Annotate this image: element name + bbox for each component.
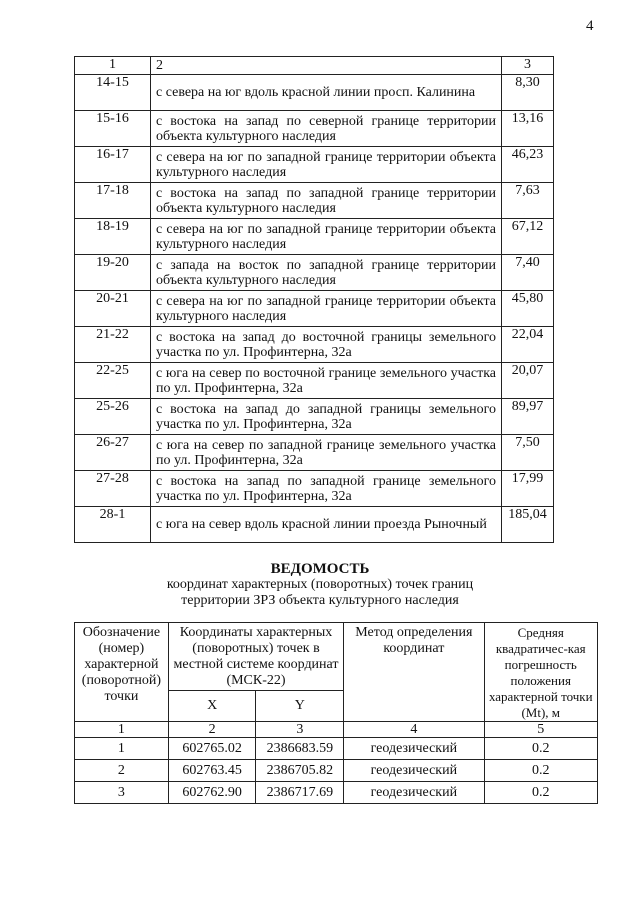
table-row xyxy=(75,255,554,291)
table-row xyxy=(75,471,554,507)
length-cell: 20,07 xyxy=(502,363,554,399)
table-row xyxy=(75,507,554,543)
column-index: 4 xyxy=(344,722,484,738)
x-cell: 602762.90 xyxy=(168,782,256,804)
length-cell: 17,99 xyxy=(502,471,554,507)
segment-cell: 22-25 xyxy=(75,363,151,399)
description-cell: с востока на запад до западной границы земельного участка по ул. Профинтерна, 32а xyxy=(151,399,502,435)
column-index: 1 xyxy=(75,722,169,738)
header-method: Метод определения координат xyxy=(344,623,484,722)
description-cell: с востока на запад по западной границе территории объекта культурного наследия xyxy=(151,183,502,219)
page-number: 4 xyxy=(586,18,594,34)
table-row xyxy=(75,219,554,255)
header-x: X xyxy=(168,691,256,722)
length-cell: 22,04 xyxy=(502,327,554,363)
segment-cell: 26-27 xyxy=(75,435,151,471)
length-cell: 7,63 xyxy=(502,183,554,219)
column-header-3: 3 xyxy=(502,57,554,75)
segment-cell: 17-18 xyxy=(75,183,151,219)
segment-cell: 27-28 xyxy=(75,471,151,507)
column-index: 5 xyxy=(484,722,598,738)
header-coordinates: Координаты характерных (поворотных) точек в местной системе координат (МСК-22) xyxy=(168,623,343,691)
statement-subtitle-line2: территории ЗРЗ объекта культурного наследия xyxy=(181,593,459,608)
table-row xyxy=(75,363,554,399)
column-index-row xyxy=(75,722,598,738)
length-cell: 89,97 xyxy=(502,399,554,435)
statement-subtitle-line1: координат характерных (поворотных) точек границ xyxy=(166,577,474,592)
description-cell: с востока на запад по северной границе территории объекта культурного наследия xyxy=(151,111,502,147)
segment-cell: 18-19 xyxy=(75,219,151,255)
error-cell: 0.2 xyxy=(484,738,598,760)
segment-cell: 19-20 xyxy=(75,255,151,291)
table-row xyxy=(75,738,598,760)
column-index: 3 xyxy=(256,722,344,738)
description-cell: с юга на север по западной границе земельного участка по ул. Профинтерна, 32а xyxy=(151,435,502,471)
description-cell: с севера на юг по западной границе территории объекта культурного наследия xyxy=(151,291,502,327)
error-cell: 0.2 xyxy=(484,760,598,782)
error-cell: 0.2 xyxy=(484,782,598,804)
length-cell: 46,23 xyxy=(502,147,554,183)
x-cell: 602765.02 xyxy=(168,738,256,760)
segment-cell: 16-17 xyxy=(75,147,151,183)
description-cell: с запада на восток по западной границе территории объекта культурного наследия xyxy=(151,255,502,291)
y-cell: 2386705.82 xyxy=(256,760,344,782)
table-row xyxy=(75,111,554,147)
segment-cell: 15-16 xyxy=(75,111,151,147)
segment-cell: 14-15 xyxy=(75,75,151,111)
header-error: Средняя квадратичес-кая погрешность положения характерной точки (Mt), м xyxy=(484,623,598,722)
length-cell: 7,40 xyxy=(502,255,554,291)
table-row xyxy=(75,435,554,471)
length-cell: 45,80 xyxy=(502,291,554,327)
method-cell: геодезический xyxy=(344,738,484,760)
table-row xyxy=(75,760,598,782)
description-cell: с севера на юг вдоль красной линии просп. Калинина xyxy=(151,75,502,111)
length-cell: 8,30 xyxy=(502,75,554,111)
table-row xyxy=(75,782,598,804)
description-cell: с востока на запад по западной границе земельного участка по ул. Профинтерна, 32а xyxy=(151,471,502,507)
segment-cell: 21-22 xyxy=(75,327,151,363)
y-cell: 2386683.59 xyxy=(256,738,344,760)
method-cell: геодезический xyxy=(344,760,484,782)
length-cell: 185,04 xyxy=(502,507,554,543)
method-cell: геодезический xyxy=(344,782,484,804)
segment-cell: 25-26 xyxy=(75,399,151,435)
table-row xyxy=(75,183,554,219)
coordinates-table xyxy=(74,622,598,804)
column-index: 2 xyxy=(168,722,256,738)
length-cell: 7,50 xyxy=(502,435,554,471)
column-header-1: 1 xyxy=(75,57,151,75)
column-header-2: 2 xyxy=(151,57,502,75)
statement-title: ВЕДОМОСТЬ xyxy=(270,561,370,577)
description-cell: с севера на юг по западной границе территории объекта культурного наследия xyxy=(151,219,502,255)
header-y: Y xyxy=(256,691,344,722)
description-cell: с юга на север по восточной границе земельного участка по ул. Профинтерна, 32а xyxy=(151,363,502,399)
table-row xyxy=(75,327,554,363)
table-row xyxy=(75,399,554,435)
table-header-row xyxy=(75,57,554,75)
description-cell: с юга на север вдоль красной линии проезда Рыночный xyxy=(151,507,502,543)
table-header-row xyxy=(75,623,598,691)
length-cell: 13,16 xyxy=(502,111,554,147)
description-cell: с севера на юг по западной границе территории объекта культурного наследия xyxy=(151,147,502,183)
point-cell: 3 xyxy=(75,782,169,804)
boundary-description-table xyxy=(74,56,554,543)
header-designation: Обозначение (номер) характерной (поворотной) точки xyxy=(75,623,169,722)
segment-cell: 20-21 xyxy=(75,291,151,327)
point-cell: 2 xyxy=(75,760,169,782)
table-row xyxy=(75,75,554,111)
length-cell: 67,12 xyxy=(502,219,554,255)
table-row xyxy=(75,147,554,183)
point-cell: 1 xyxy=(75,738,169,760)
description-cell: с востока на запад до восточной границы земельного участка по ул. Профинтерна, 32а xyxy=(151,327,502,363)
y-cell: 2386717.69 xyxy=(256,782,344,804)
table-row xyxy=(75,291,554,327)
x-cell: 602763.45 xyxy=(168,760,256,782)
segment-cell: 28-1 xyxy=(75,507,151,543)
